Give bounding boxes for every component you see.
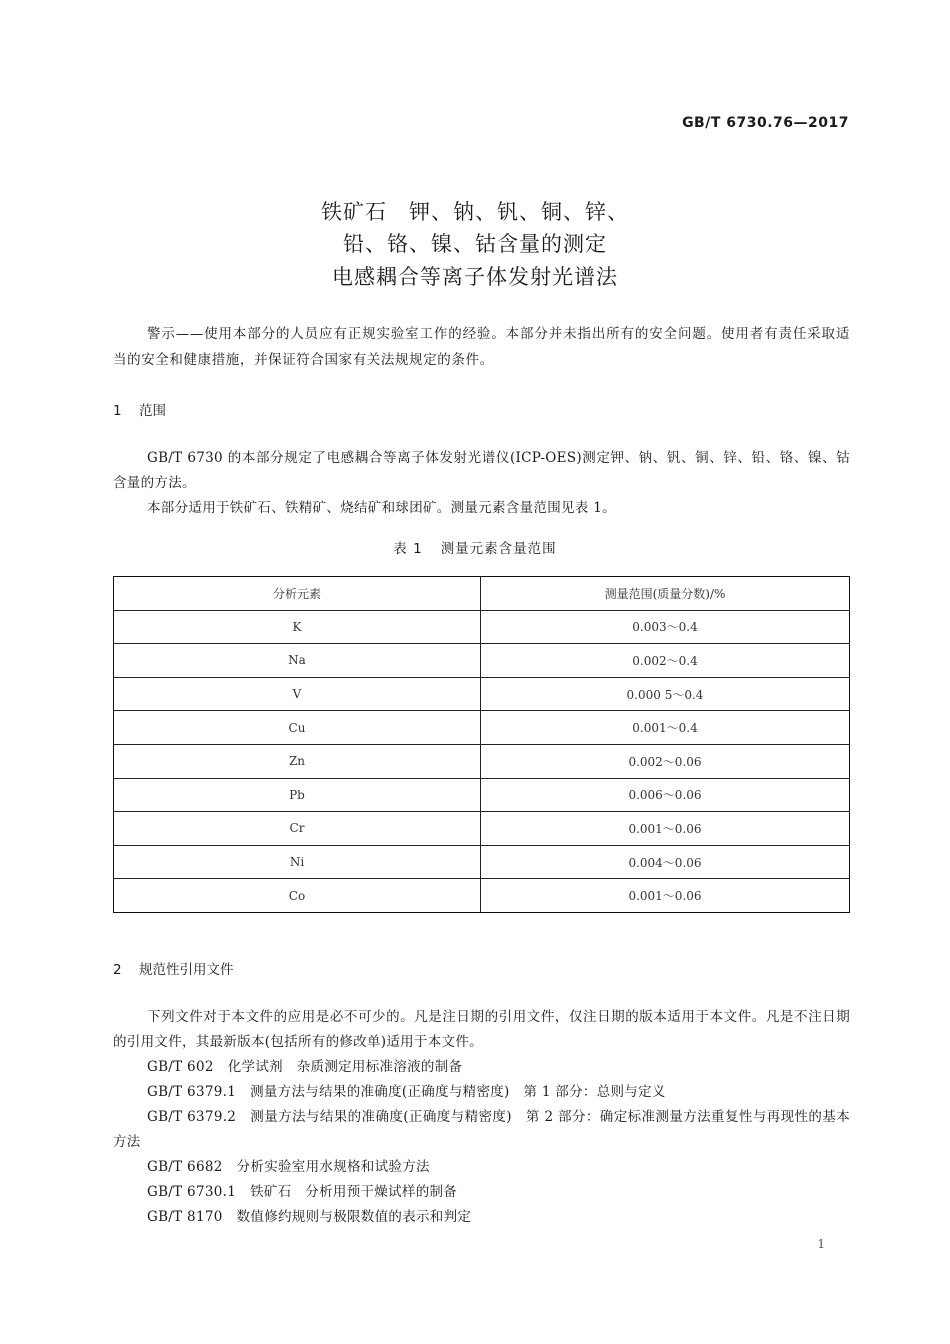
reference-item	[113, 1080, 850, 1105]
table-cell-element: Ni	[114, 845, 481, 879]
reference-item	[113, 1205, 850, 1230]
normative-references	[113, 1005, 850, 1230]
table-cell-element: Na	[114, 644, 481, 678]
table-cell-range: 0.001～0.4	[481, 711, 850, 745]
table-row	[114, 744, 850, 778]
table-cell-element: K	[114, 610, 481, 644]
references-intro: 下列文件对于本文件的应用是必不可少的。凡是注日期的引用文件，仅注日期的版本适用于本文件。凡是不注日期的引用文件，其最新版本(包括所有的修改单)适用于本文件。	[113, 1009, 850, 1050]
safety-warning: 警示——使用本部分的人员应有正规实验室工作的经验。本部分并未指出所有的安全问题。使用者有责任采取适当的安全和健康措施，并保证符合国家有关法规规定的条件。	[113, 326, 850, 368]
section-1-heading	[113, 399, 166, 419]
table-cell-range: 0.004～0.06	[481, 845, 850, 879]
table-row	[114, 711, 850, 745]
reference-item	[113, 1105, 850, 1155]
table-cell-element: Zn	[114, 744, 481, 778]
reference-item	[113, 1180, 850, 1205]
table-cell-range: 0.001～0.06	[481, 879, 850, 913]
reference-item	[113, 1155, 850, 1180]
reference-item	[113, 1055, 850, 1080]
table-header-row	[114, 577, 850, 611]
scope-paragraph-2: 本部分适用于铁矿石、铁精矿、烧结矿和球团矿。测量元素含量范围见表 1。	[147, 500, 616, 516]
table-cell-range: 0.000 5～0.4	[481, 677, 850, 711]
standard-code: GB/T 6730.76—2017	[682, 115, 849, 131]
table-cell-element: Pb	[114, 778, 481, 812]
reference-code: GB/T 6682	[147, 1159, 223, 1175]
reference-code: GB/T 602	[147, 1059, 214, 1075]
table-row	[114, 845, 850, 879]
section-1-title: 范围	[139, 403, 166, 419]
document-title-line-1: 铁矿石 钾、钠、钒、铜、锌、	[321, 200, 629, 224]
table-row	[114, 610, 850, 644]
table-row	[114, 644, 850, 678]
section-2-number: 2	[113, 962, 122, 978]
reference-code: GB/T 6379.1	[147, 1084, 237, 1100]
table-row	[114, 812, 850, 846]
section-2-heading	[113, 958, 234, 978]
reference-code: GB/T 8170	[147, 1209, 223, 1225]
table-cell-range: 0.003～0.4	[481, 610, 850, 644]
reference-title: 分析实验室用水规格和试验方法	[236, 1159, 430, 1175]
table-header-range: 测量范围(质量分数)/%	[481, 577, 850, 611]
table-cell-element: Co	[114, 879, 481, 913]
section-1-number: 1	[113, 403, 122, 419]
reference-title: 测量方法与结果的准确度(正确度与精密度) 第 1 部分：总则与定义	[250, 1084, 666, 1100]
table-header-element: 分析元素	[114, 577, 481, 611]
table-cell-element: V	[114, 677, 481, 711]
reference-title: 铁矿石 分析用预干燥试样的制备	[250, 1184, 458, 1200]
reference-title: 测量方法与结果的准确度(正确度与精密度) 第 2 部分：确定标准测量方法重复性与再现性的基本方法	[113, 1109, 850, 1150]
table-cell-range: 0.006～0.06	[481, 778, 850, 812]
table-row	[114, 879, 850, 913]
page-number: 1	[817, 1237, 825, 1251]
table-cell-range: 0.002～0.06	[481, 744, 850, 778]
reference-title: 化学试剂 杂质测定用标准溶液的制备	[227, 1059, 463, 1075]
reference-code: GB/T 6379.2	[147, 1109, 237, 1125]
section-2-title: 规范性引用文件	[139, 962, 234, 978]
measurement-range-table	[113, 576, 850, 913]
table-row	[114, 677, 850, 711]
table-caption-title: 测量元素含量范围	[440, 541, 557, 557]
reference-title: 数值修约规则与极限数值的表示和判定	[236, 1209, 472, 1225]
reference-code: GB/T 6730.1	[147, 1184, 237, 1200]
document-title-line-3: 电感耦合等离子体发射光谱法	[332, 265, 618, 289]
document-title-line-2: 铅、铬、镍、钴含量的测定	[343, 232, 607, 256]
table-cell-range: 0.001～0.06	[481, 812, 850, 846]
table-caption	[0, 537, 950, 557]
table-caption-number: 表 1	[393, 541, 423, 557]
table-cell-range: 0.002～0.4	[481, 644, 850, 678]
table-cell-element: Cu	[114, 711, 481, 745]
table-cell-element: Cr	[114, 812, 481, 846]
scope-paragraph-1: GB/T 6730 的本部分规定了电感耦合等离子体发射光谱仪(ICP-OES)测定钾、钠、钒、铜、锌、铅、铬、镍、钴含量的方法。	[113, 450, 850, 491]
table-row	[114, 778, 850, 812]
